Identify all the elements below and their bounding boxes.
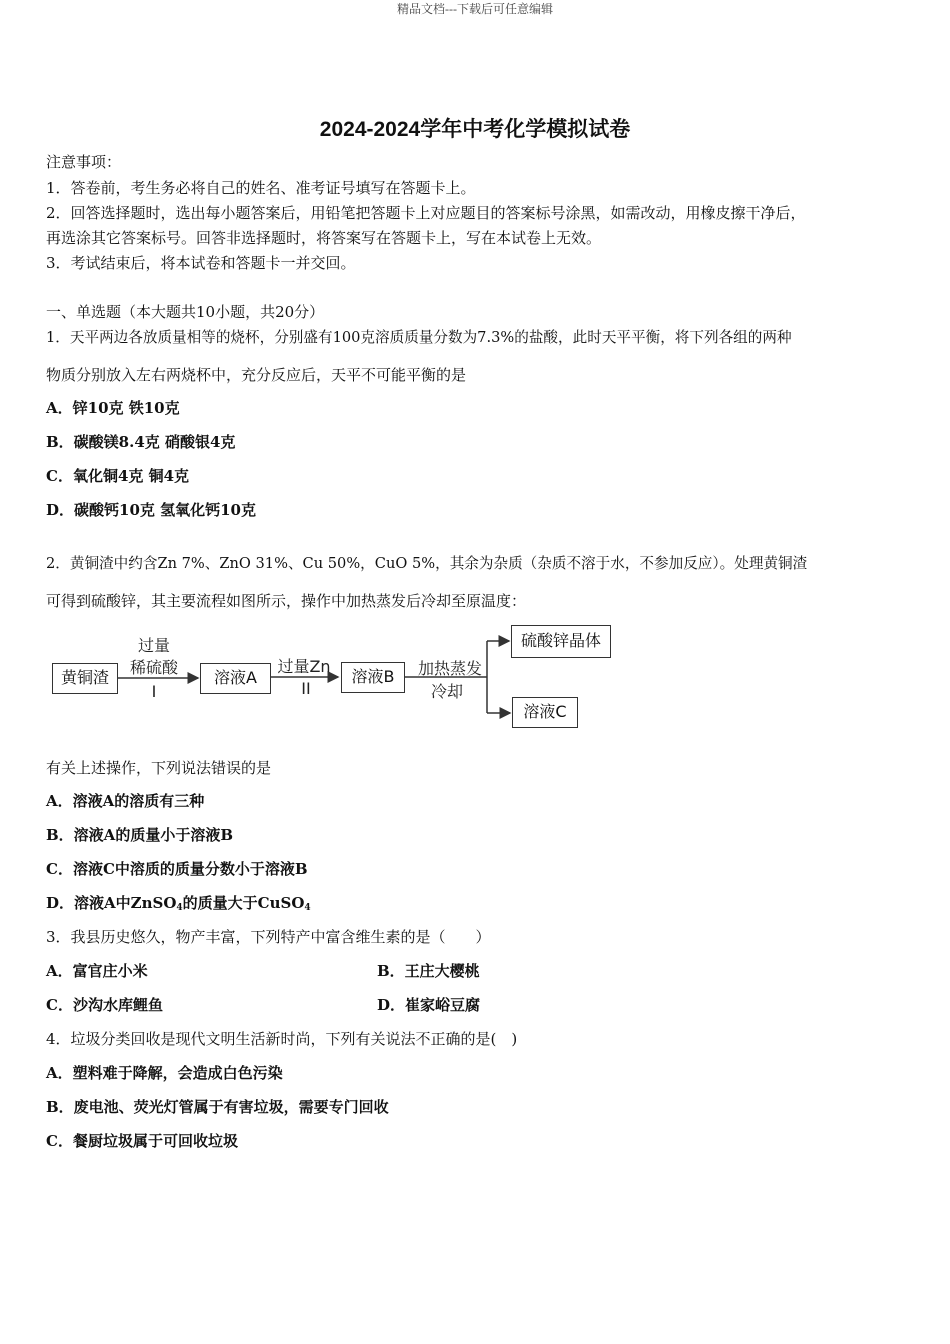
q3-option-d: D．崔家峪豆腐 xyxy=(377,996,481,1014)
q1-option-c: C．氧化铜4克 铜4克 xyxy=(46,467,190,485)
box-zinc-sulfate-crystal: 硫酸锌晶体 xyxy=(511,625,611,658)
page-header: 精品文档---下载后可任意编辑 xyxy=(397,2,553,16)
q3-option-c: C．沙沟水库鲤鱼 xyxy=(46,996,163,1014)
step1-label-top1: 过量 xyxy=(137,636,170,655)
notice-item-2-cont: 再选涂其它答案标号。回答非选择题时，将答案写在答题卡上，写在本试卷上无效。 xyxy=(46,229,602,247)
q2-option-b: B．溶液A的质量小于溶液B xyxy=(46,826,233,844)
step1-label-top2: 稀硫酸 xyxy=(129,658,178,677)
step2-label-bottom: II xyxy=(301,679,311,698)
q1-option-a: A．锌10克 铁10克 xyxy=(46,399,180,417)
q1-stem-line1: 1．天平两边各放质量相等的烧杯，分别盛有100克溶质质量分数为7.3%的盐酸，此时天平平衡，将下列各组的两种 xyxy=(46,329,792,346)
q1-option-b: B．碳酸镁8.4克 硝酸银4克 xyxy=(46,433,236,451)
section-heading: 一、单选题（本大题共10小题，共20分） xyxy=(46,303,325,321)
box-solution-a: 溶液A xyxy=(200,663,271,694)
q2-option-d-text1: D．溶液A中ZnSO xyxy=(46,894,177,912)
q3-stem: 3．我县历史悠久，物产丰富，下列特产中富含维生素的是（ ） xyxy=(46,928,491,946)
q4-option-c: C．餐厨垃圾属于可回收垃圾 xyxy=(46,1132,238,1150)
q2-option-c: C．溶液C中溶质的质量分数小于溶液B xyxy=(46,860,308,878)
step3-label-bottom: 冷却 xyxy=(430,682,463,701)
q2-question: 有关上述操作，下列说法错误的是 xyxy=(46,759,272,777)
q4-option-b: B．废电池、荧光灯管属于有害垃圾，需要专门回收 xyxy=(46,1098,389,1116)
q2-option-d-sub1: 4 xyxy=(176,903,183,913)
step2-label-top: 过量Zn xyxy=(277,657,331,676)
box-solution-c: 溶液C xyxy=(512,697,578,728)
step3-label-top: 加热蒸发 xyxy=(417,659,482,678)
q4-option-a: A．塑料难于降解，会造成白色污染 xyxy=(46,1064,283,1082)
q2-option-a: A．溶液A的溶质有三种 xyxy=(46,792,205,810)
q1-stem-line2: 物质分别放入左右两烧杯中，充分反应后，天平不可能平衡的是 xyxy=(46,366,467,384)
q2-stem-line1: 2．黄铜渣中约含Zn 7%、ZnO 31%、Cu 50%，CuO 5%，其余为杂质（杂质不溶于水，不参加反应）。处理黄铜渣 xyxy=(46,555,808,572)
notice-item-1: 1．答卷前，考生务必将自己的姓名、准考证号填写在答题卡上。 xyxy=(46,179,476,197)
notice-item-3: 3．考试结束后，将本试卷和答题卡一并交回。 xyxy=(46,254,356,272)
q3-option-b: B．王庄大樱桃 xyxy=(377,962,480,980)
notice-item-2: 2．回答选择题时，选出每小题答案后，用铅笔把答题卡上对应题目的答案标号涂黑，如需改动，用橡皮擦干净后， xyxy=(46,204,806,222)
q1-option-d: D．碳酸钙10克 氢氧化钙10克 xyxy=(46,501,256,519)
q2-option-d xyxy=(46,892,311,913)
q2-option-d-text2: 的质量大于CuSO xyxy=(182,894,305,912)
q3-option-a: A．富官庄小米 xyxy=(46,962,148,980)
box-solution-b: 溶液B xyxy=(341,662,405,693)
q4-stem: 4．垃圾分类回收是现代文明生活新时尚，下列有关说法不正确的是( ) xyxy=(46,1030,518,1048)
exam-title: 2024-2024学年中考化学模拟试卷 xyxy=(319,118,631,141)
q2-option-d-sub2: 4 xyxy=(304,903,311,913)
box-brass-slag: 黄铜渣 xyxy=(52,663,118,694)
step1-label-bottom: I xyxy=(151,682,157,701)
notice-heading: 注意事项： xyxy=(46,153,122,171)
q2-stem-line2: 可得到硫酸锌，其主要流程如图所示，操作中加热蒸发后冷却至原温度： xyxy=(46,592,527,610)
